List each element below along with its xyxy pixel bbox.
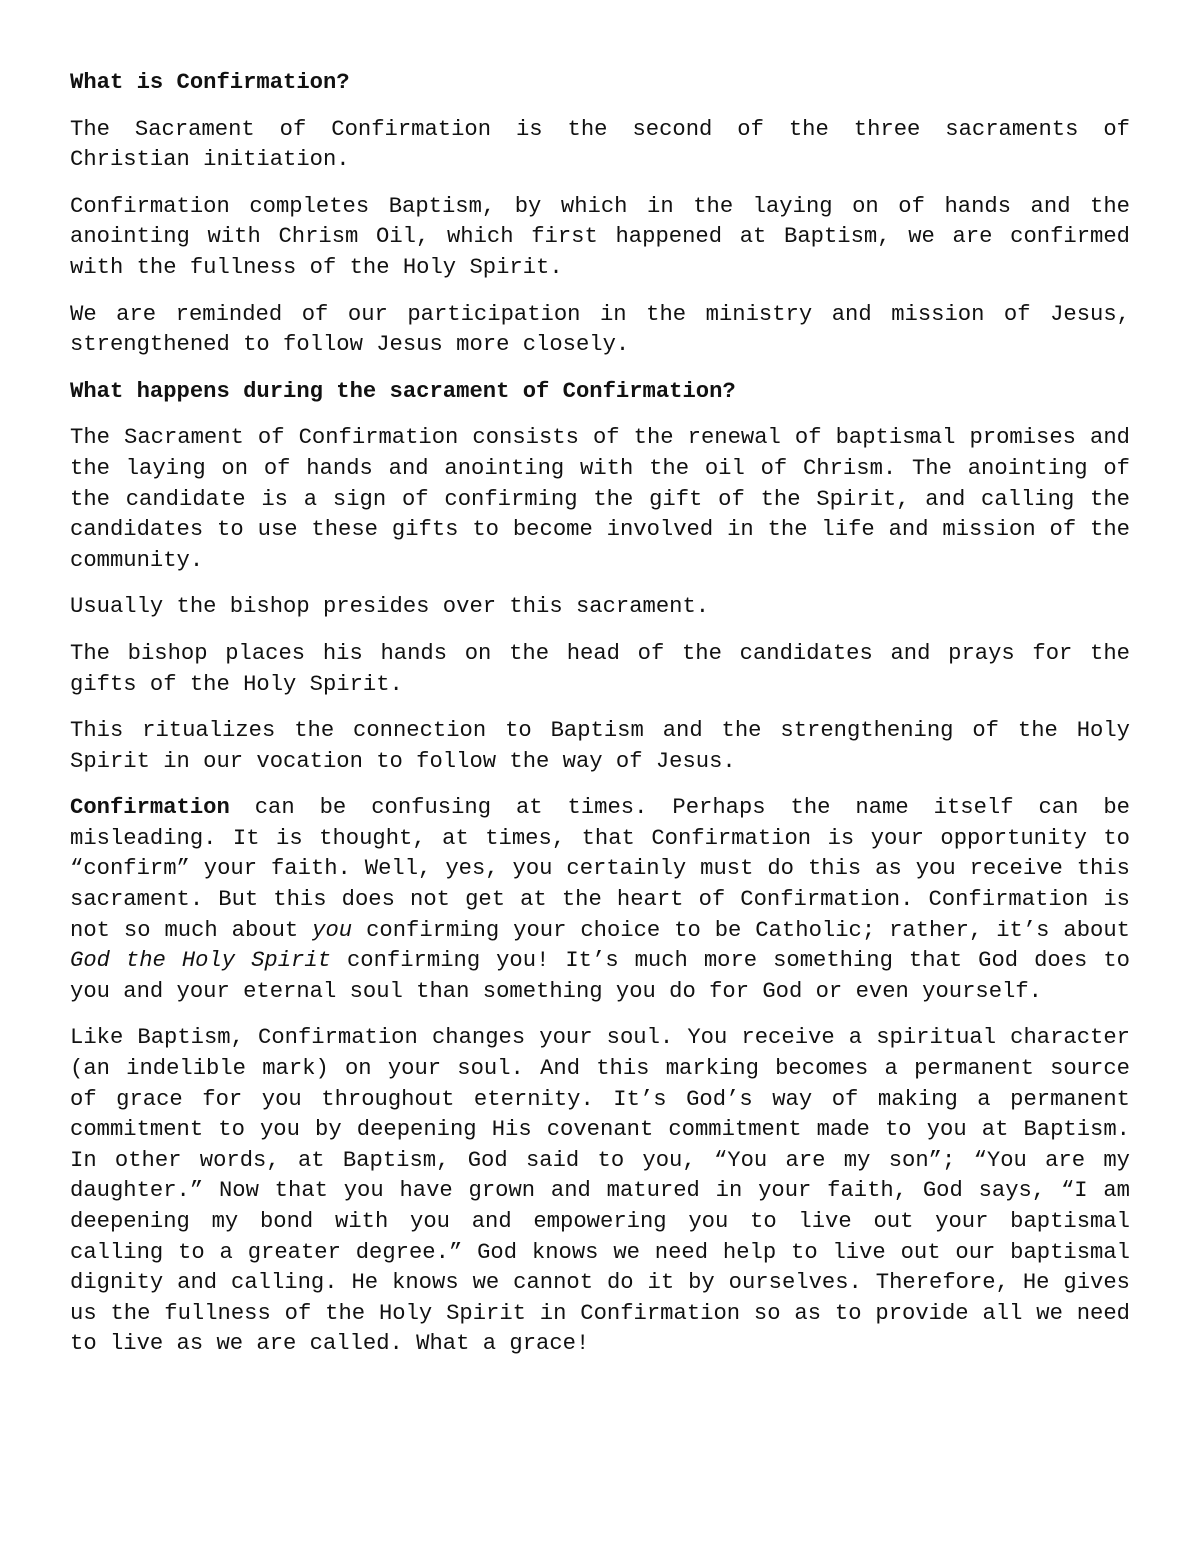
italic-you: you (312, 917, 353, 943)
paragraph-participation: We are reminded of our participation in the ministry and mission of Jesus, strengthened to follow Jesus more closely. (70, 301, 1130, 358)
heading-what-happens: What happens during the sacrament of Confirmation? (70, 378, 736, 404)
text-run: can be confusing at times. Perhaps the name itself can be misleading. It is thought, at times, that Confirmation is your opportunity to “confirm” your faith. Well, yes, you certainly must do this as you receive this sacrament. But this does not get at the heart of Confirmation. Confirmation is not so much about (70, 795, 1130, 943)
paragraph-sacrament-intro: The Sacrament of Confirmation is the second of the three sacraments of Christian initiation. (70, 116, 1130, 173)
bold-term-confirmation: Confirmation (70, 795, 230, 821)
paragraph-consists-of: The Sacrament of Confirmation consists of the renewal of baptismal promises and the laying on of hands and anointing with the oil of Chrism. The anointing of the candidate is a sign of confirming the gift of the Spirit, and calling the candidates to use these gifts to become involved in the life and mission of the community. (70, 425, 1130, 573)
heading-what-is-confirmation: What is Confirmation? (70, 70, 350, 95)
italic-god-the-holy-spirit: God the Holy Spirit (70, 948, 331, 974)
paragraph-confusing (70, 793, 1130, 1007)
paragraph-bishop-presides: Usually the bishop presides over this sacrament. (70, 594, 710, 620)
text-run: confirming your choice to be Catholic; rather, it’s about (352, 917, 1130, 943)
paragraph-completes-baptism: Confirmation completes Baptism, by which in the laying on of hands and the anointing with Chrism Oil, which first happened at Baptism, we are confirmed with the fullness of the Holy Spirit. (70, 193, 1130, 280)
document-page (70, 68, 1130, 1376)
paragraph-bishop-hands: The bishop places his hands on the head of the candidates and prays for the gifts of the Holy Spirit. (70, 640, 1130, 697)
paragraph-ritualizes: This ritualizes the connection to Baptism and the strengthening of the Holy Spirit in our vocation to follow the way of Jesus. (70, 718, 1130, 774)
paragraph-like-baptism: Like Baptism, Confirmation changes your soul. You receive a spiritual character (an indelible mark) on your soul. And this marking becomes a permanent source of grace for you throughout eternity. It’s God’s way of making a permanent commitment to you by deepening His covenant commitment made to you at Baptism. In other words, at Baptism, God said to you, “You are my son”; “You are my daughter.” Now that you have grown and matured in your faith, God says, “I am deepening my bond with you and empowering you to live out your baptismal calling to a greater degree.” God knows we need help to live out our baptismal dignity and calling. He knows we cannot do it by ourselves. Therefore, He gives us the fullness of the Holy Spirit in Confirmation so as to provide all we need to live as we are called. What a grace! (70, 1025, 1130, 1357)
text-run: confirming you! It’s much more something that God does to you and your eternal soul than something you do for God or even yourself. (70, 948, 1130, 1004)
